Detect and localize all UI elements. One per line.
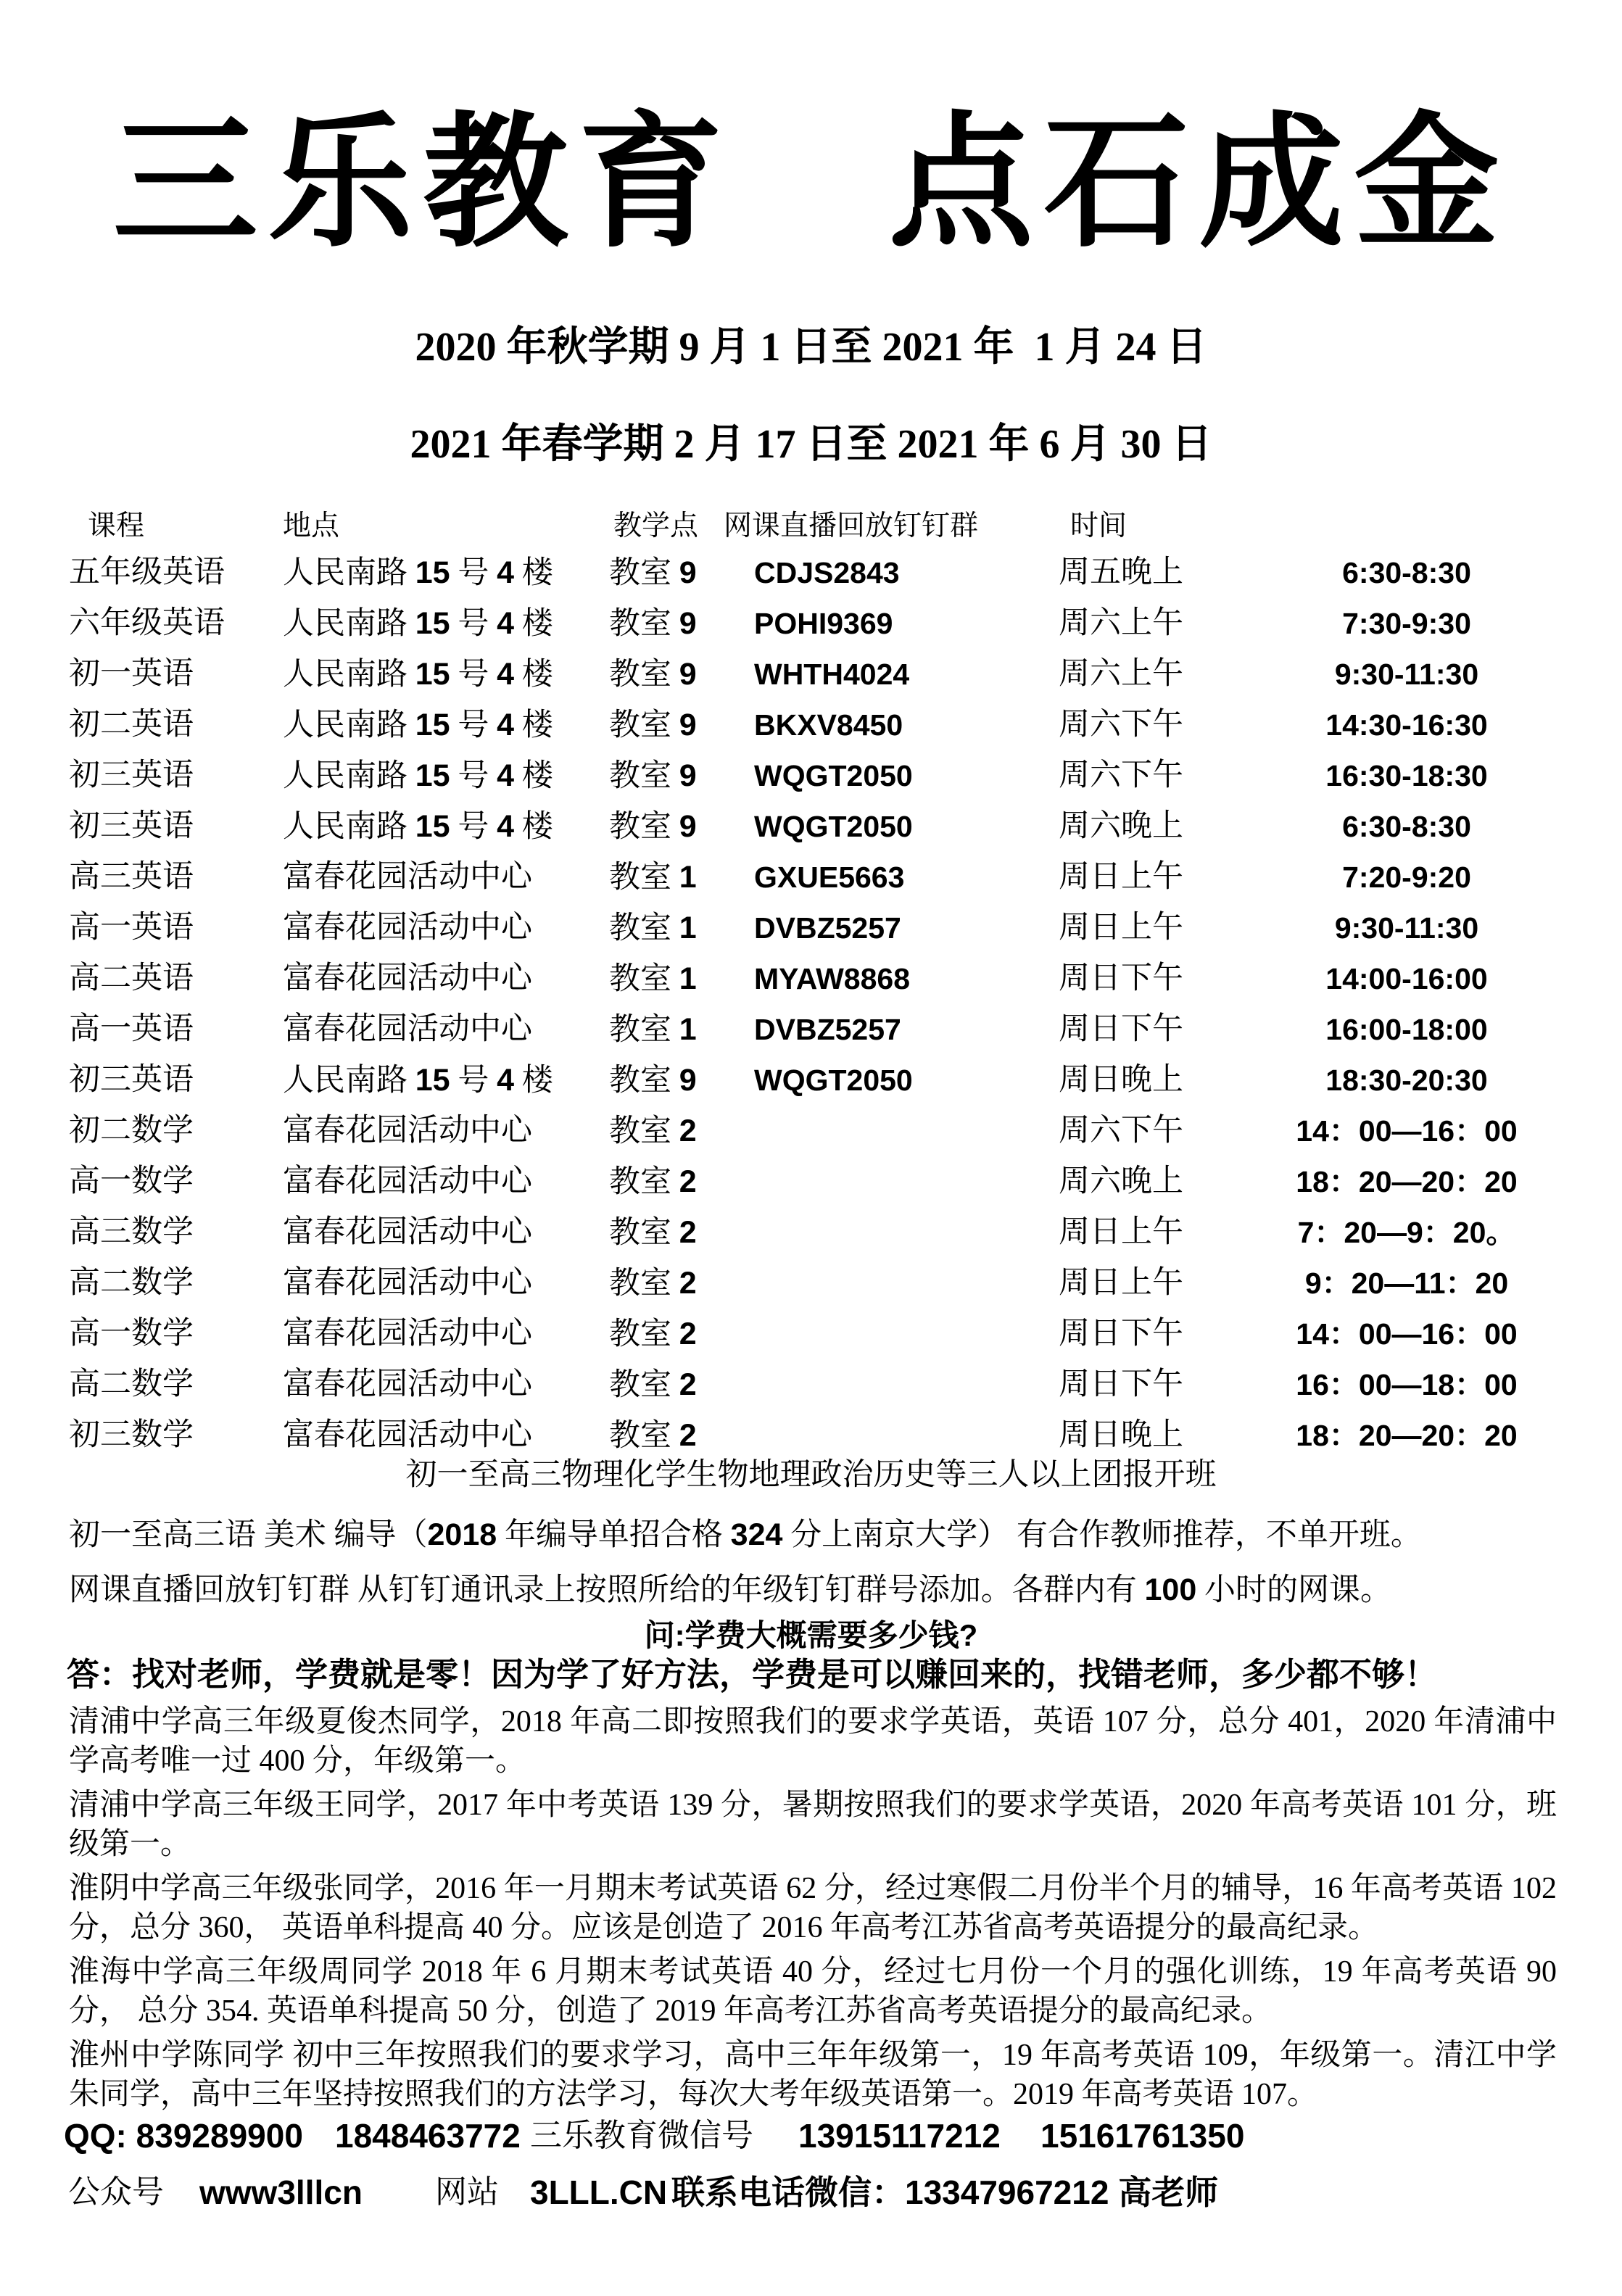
table-row xyxy=(0,1106,1622,1156)
location-cell: 人民南路 15 号 4 楼 xyxy=(283,707,553,742)
location-cell: 富春花园活动中心 xyxy=(283,860,532,894)
time-cell: 6:30-8:30 xyxy=(1342,810,1471,843)
course-cell: 六年级英语 xyxy=(69,606,225,640)
day-cell: 周日上午 xyxy=(1059,1266,1183,1300)
classroom-cell: 教室 2 xyxy=(609,1417,697,1453)
time-cell: 16：00—18：00 xyxy=(1296,1368,1518,1401)
dingtalk-group-cell: WQGT2050 xyxy=(754,1064,913,1097)
classroom-cell: 教室 1 xyxy=(609,859,697,895)
course-cell: 高三英语 xyxy=(69,860,194,894)
contact-line-website-phone xyxy=(0,2171,1622,2217)
location-cell: 富春花园活动中心 xyxy=(283,1266,532,1300)
time-cell: 18:30-20:30 xyxy=(1325,1064,1488,1097)
page-title: 三乐教育 点石成金 xyxy=(112,104,1510,265)
dingtalk-group-cell: BKXV8450 xyxy=(754,708,903,742)
day-cell: 周六上午 xyxy=(1059,657,1183,691)
course-cell: 初二英语 xyxy=(69,708,194,742)
time-cell: 7:30-9:30 xyxy=(1342,607,1471,640)
table-row xyxy=(0,547,1622,598)
course-table-header xyxy=(0,503,1622,542)
day-cell: 周日下午 xyxy=(1059,1317,1183,1351)
testimonial-paragraph: 淮州中学陈同学 初中三年按照我们的要求学习，高中三年年级第一，19 年高考英语 109，年级第一。清江中学朱同学，高中三年坚持按照我们的方法学习，每次大考年级英语第一。2019 年高考英语 107。 xyxy=(69,2039,1557,2111)
location-cell: 富春花园活动中心 xyxy=(283,1215,532,1249)
qq-numbers: QQ: 839289900 xyxy=(64,2117,303,2155)
table-row xyxy=(0,649,1622,700)
course-cell: 高二英语 xyxy=(69,961,194,995)
time-cell: 7：20—9：20。 xyxy=(1297,1216,1516,1249)
time-cell: 9：20—11：20 xyxy=(1304,1267,1509,1300)
classroom-cell: 教室 1 xyxy=(609,961,697,996)
location-cell: 富春花园活动中心 xyxy=(283,911,532,945)
location-cell: 人民南路 15 号 4 楼 xyxy=(283,808,553,844)
course-cell: 初三英语 xyxy=(69,1063,194,1097)
course-table-body xyxy=(0,547,1622,1461)
wechat-number-1: 13915117212 xyxy=(798,2117,1001,2155)
location-cell: 人民南路 15 号 4 楼 xyxy=(283,555,553,590)
day-cell: 周日上午 xyxy=(1059,911,1183,945)
day-cell: 周日上午 xyxy=(1059,860,1183,894)
course-cell: 初三英语 xyxy=(69,758,194,792)
day-cell: 周六下午 xyxy=(1059,708,1183,742)
location-cell: 人民南路 15 号 4 楼 xyxy=(283,605,553,641)
time-cell: 16:00-18:00 xyxy=(1325,1013,1488,1046)
time-cell: 14:30-16:30 xyxy=(1325,708,1488,742)
time-cell: 7:20-9:20 xyxy=(1342,861,1471,894)
dingtalk-group-cell: GXUE5663 xyxy=(754,861,905,894)
day-cell: 周六晚上 xyxy=(1059,809,1183,843)
location-cell: 富春花园活动中心 xyxy=(283,1317,532,1351)
table-row xyxy=(0,598,1622,649)
course-cell: 高三数学 xyxy=(69,1215,194,1249)
time-cell: 16:30-18:30 xyxy=(1325,759,1488,792)
classroom-cell: 教室 2 xyxy=(609,1316,697,1351)
classroom-cell: 教室 2 xyxy=(609,1113,697,1148)
testimonial-paragraph: 淮阴中学高三年级张同学，2016 年一月期末考试英语 62 分，经过寒假二月份半个月的辅导，16 年高考英语 102 分，总分 360， 英语单科提高 40 分。应该是创造了 2016 年高考江苏省高考英语提分的最高纪录。 xyxy=(69,1872,1557,1944)
day-cell: 周日上午 xyxy=(1059,1215,1183,1249)
classroom-cell: 教室 9 xyxy=(609,707,697,742)
table-row xyxy=(0,1410,1622,1461)
dingtalk-group-cell: POHI9369 xyxy=(754,607,893,640)
contact-line-qq-wechat xyxy=(0,2114,1622,2160)
website-url: 3LLL.CN xyxy=(530,2173,668,2211)
day-cell: 周六下午 xyxy=(1059,758,1183,792)
course-cell: 高一英语 xyxy=(69,1012,194,1046)
course-cell: 高一数学 xyxy=(69,1317,194,1351)
time-cell: 14：00—16：00 xyxy=(1296,1114,1518,1148)
group-class-note: 初一至高三物理化学生物地理政治历史等三人以上团报开班 xyxy=(405,1458,1217,1492)
testimonial-paragraph: 清浦中学高三年级王同学，2017 年中考英语 139 分，暑期按照我们的要求学英语，2020 年高考英语 101 分，班级第一。 xyxy=(69,1789,1557,1861)
time-cell: 9:30-11:30 xyxy=(1334,658,1479,691)
location-cell: 人民南路 15 号 4 楼 xyxy=(283,1062,553,1098)
time-cell: 14:00-16:00 xyxy=(1325,962,1488,995)
tuition-question: 问:学费大概需要多少钱? xyxy=(644,1618,978,1652)
dingtalk-group-cell: DVBZ5257 xyxy=(754,1013,901,1046)
day-cell: 周日下午 xyxy=(1059,1367,1183,1401)
official-account-id: www3lllcn xyxy=(199,2173,363,2211)
location-cell: 人民南路 15 号 4 楼 xyxy=(283,656,553,692)
day-cell: 周五晚上 xyxy=(1059,555,1183,589)
classroom-cell: 教室 2 xyxy=(609,1367,697,1402)
location-cell: 富春花园活动中心 xyxy=(283,1012,532,1046)
website-label: 网站 xyxy=(435,2174,499,2210)
classroom-cell: 教室 9 xyxy=(609,656,697,692)
table-row xyxy=(0,852,1622,903)
semester-dates-fall: 2020 年秋学期 9 月 1 日至 2021 年 1 月 24 日 xyxy=(415,325,1207,370)
location-cell: 富春花园活动中心 xyxy=(283,1367,532,1401)
dingtalk-group-cell: DVBZ5257 xyxy=(754,911,901,945)
column-header-dingtalk-group: 网课直播回放钉钉群 xyxy=(724,510,979,542)
day-cell: 周日下午 xyxy=(1059,1012,1183,1046)
time-cell: 18：20—20：20 xyxy=(1296,1419,1518,1452)
testimonials-section xyxy=(69,1702,1557,2119)
course-cell: 高一英语 xyxy=(69,911,194,945)
location-cell: 人民南路 15 号 4 楼 xyxy=(283,758,553,793)
column-header-course: 课程 xyxy=(88,510,145,542)
location-cell: 富春花园活动中心 xyxy=(283,1418,532,1452)
day-cell: 周日晚上 xyxy=(1059,1418,1183,1452)
course-cell: 五年级英语 xyxy=(69,555,225,589)
dingtalk-group-cell: WQGT2050 xyxy=(754,810,913,843)
time-cell: 14：00—16：00 xyxy=(1296,1317,1518,1351)
time-cell: 9:30-11:30 xyxy=(1334,911,1479,945)
classroom-cell: 教室 1 xyxy=(609,1011,697,1047)
table-row xyxy=(0,1156,1622,1207)
testimonial-paragraph: 清浦中学高三年级夏俊杰同学，2018 年高二即按照我们的要求学英语，英语 107 分，总分 401，2020 年清浦中学高考唯一过 400 分，年级第一。 xyxy=(69,1705,1557,1778)
wechat-number-2: 15161761350 xyxy=(1040,2117,1245,2155)
column-header-site: 教学点 xyxy=(613,510,699,542)
tuition-answer: 答：找对老师，学费就是零！因为学了好方法，学费是可以赚回来的，找错老师，多少都不够！ xyxy=(67,1656,1438,1693)
location-cell: 富春花园活动中心 xyxy=(283,1114,532,1148)
dingtalk-group-cell: WHTH4024 xyxy=(754,658,910,691)
day-cell: 周六下午 xyxy=(1059,1114,1183,1148)
location-cell: 富春花园活动中心 xyxy=(283,961,532,995)
dingtalk-group-note: 网课直播回放钉钉群 从钉钉通讯录上按照所给的年级钉钉群号添加。各群内有 100 小时的网课。 xyxy=(69,1572,1391,1607)
table-row xyxy=(0,750,1622,801)
table-row xyxy=(0,903,1622,953)
classroom-cell: 教室 9 xyxy=(609,605,697,641)
dingtalk-group-cell: MYAW8868 xyxy=(754,962,910,995)
classroom-cell: 教室 9 xyxy=(609,1062,697,1098)
table-row xyxy=(0,1207,1622,1258)
semester-dates-spring: 2021 年春学期 2 月 17 日至 2021 年 6 月 30 日 xyxy=(410,422,1212,467)
course-cell: 高二数学 xyxy=(69,1266,194,1300)
column-header-location: 地点 xyxy=(283,510,340,542)
dingtalk-group-cell: WQGT2050 xyxy=(754,759,913,792)
official-account-label: 公众号 xyxy=(68,2174,164,2210)
table-row xyxy=(0,700,1622,750)
table-row xyxy=(0,1055,1622,1106)
location-cell: 富春花园活动中心 xyxy=(283,1164,532,1198)
course-cell: 初三英语 xyxy=(69,809,194,843)
time-cell: 18：20—20：20 xyxy=(1296,1165,1518,1198)
table-row xyxy=(0,1359,1622,1410)
day-cell: 周日晚上 xyxy=(1059,1063,1183,1097)
qq-number-2: 1848463772 xyxy=(335,2117,521,2155)
course-cell: 初三数学 xyxy=(69,1418,194,1452)
classroom-cell: 教室 2 xyxy=(609,1214,697,1250)
art-course-note: 初一至高三语 美术 编导（2018 年编导单招合格 324 分上南京大学） 有合作教师推荐，不单开班。 xyxy=(69,1517,1422,1552)
course-cell: 初二数学 xyxy=(69,1114,194,1148)
classroom-cell: 教室 9 xyxy=(609,758,697,793)
course-cell: 高一数学 xyxy=(69,1164,194,1198)
classroom-cell: 教室 1 xyxy=(609,910,697,945)
course-cell: 初一英语 xyxy=(69,657,194,691)
day-cell: 周六晚上 xyxy=(1059,1164,1183,1198)
classroom-cell: 教室 9 xyxy=(609,555,697,590)
classroom-cell: 教室 9 xyxy=(609,808,697,844)
table-row xyxy=(0,1309,1622,1359)
table-row xyxy=(0,1004,1622,1055)
testimonial-paragraph: 淮海中学高三年级周同学 2018 年 6 月期末考试英语 40 分，经过七月份一个月的强化训练，19 年高考英语 90 分， 总分 354. 英语单科提高 50 分，创造了 2019 年高考江苏省高考英语提分的最高纪录。 xyxy=(69,1955,1557,2028)
contact-phone-wechat: 联系电话微信：13347967212 高老师 xyxy=(671,2173,1219,2211)
table-row xyxy=(0,953,1622,1004)
classroom-cell: 教室 2 xyxy=(609,1164,697,1199)
day-cell: 周六上午 xyxy=(1059,606,1183,640)
table-row xyxy=(0,1258,1622,1309)
dingtalk-group-cell: CDJS2843 xyxy=(754,556,900,589)
course-cell: 高二数学 xyxy=(69,1367,194,1401)
classroom-cell: 教室 2 xyxy=(609,1265,697,1301)
table-row xyxy=(0,801,1622,852)
time-cell: 6:30-8:30 xyxy=(1342,556,1471,589)
column-header-time: 时间 xyxy=(1070,510,1127,542)
day-cell: 周日下午 xyxy=(1059,961,1183,995)
wechat-label: 三乐教育微信号 xyxy=(530,2118,753,2153)
